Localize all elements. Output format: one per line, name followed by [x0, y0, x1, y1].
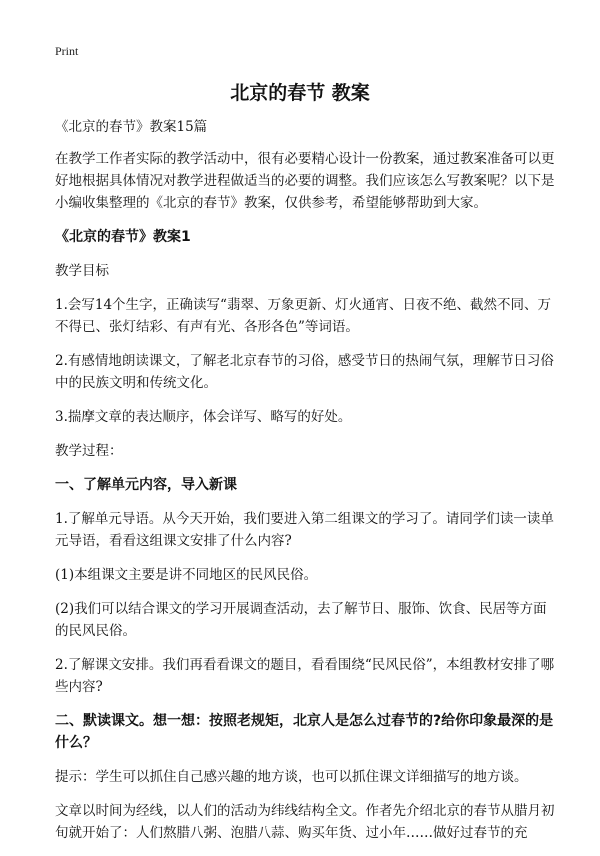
document-title: 北京的春节 教案	[230, 82, 370, 104]
process-label: 教学过程：	[55, 443, 123, 459]
goals-label: 教学目标	[55, 263, 109, 279]
document-body	[55, 116, 555, 856]
goal-item: 3.揣摩文章的表达顺序，体会详写、略写的好处。	[55, 409, 352, 425]
section1-heading: 一、了解单元内容，导入新课	[55, 477, 237, 493]
section1-paragraph: 1.了解单元导语。从今天开始，我们要进入第二组课文的学习了。请同学们读一读单元导语，看看这组课文安排了什么内容?	[55, 511, 554, 549]
intro-paragraph: 在教学工作者实际的教学活动中，很有必要精心设计一份教案，通过教案准备可以更好地根据具体情况对教学进程做适当的必要的调整。我们应该怎么写教案呢？以下是小编收集整理的《北京的春节》教案，仅供参考，希望能够帮助到大家。	[55, 151, 555, 211]
lesson-heading: 《北京的春节》教案1	[55, 229, 191, 245]
hint-paragraph: 提示：学生可以抓住自己感兴趣的地方谈，也可以抓住课文详细描写的地方谈。	[55, 769, 528, 785]
section2-heading: 二、默读课文。想一想：按照老规矩，北京人是怎么过春节的?给你印象最深的是什么？	[55, 713, 554, 751]
print-link[interactable]: Print	[55, 44, 79, 58]
document-subtitle: 《北京的春节》教案15篇	[55, 119, 208, 135]
goal-item: 1.会写14个生字，正确读写“翡翠、万象更新、灯火通宵、日夜不绝、截然不同、万不得已、张灯结彩、有声有光、各形各色”等词语。	[55, 297, 551, 335]
section1-paragraph: (2)我们可以结合课文的学习开展调查活动，去了解节日、服饰、饮食、民居等方面的民风民俗。	[55, 601, 547, 639]
goal-item: 2.有感情地朗读课文，了解老北京春节的习俗，感受节日的热闹气氛，理解节日习俗中的民族文明和传统文化。	[55, 353, 554, 391]
final-paragraph: 文章以时间为经线，以人们的活动为纬线结构全文。作者先介绍北京的春节从腊月初旬就开始了：人们熬腊八粥、泡腊八蒜、购买年货、过小年……做好过春节的充	[55, 803, 555, 841]
section1-paragraph: (1)本组课文主要是讲不同地区的民风民俗。	[55, 567, 318, 583]
section1-paragraph: 2.了解课文安排。我们再看看课文的题目，看看围绕“民风民俗”，本组教材安排了哪些内容?	[55, 657, 555, 695]
